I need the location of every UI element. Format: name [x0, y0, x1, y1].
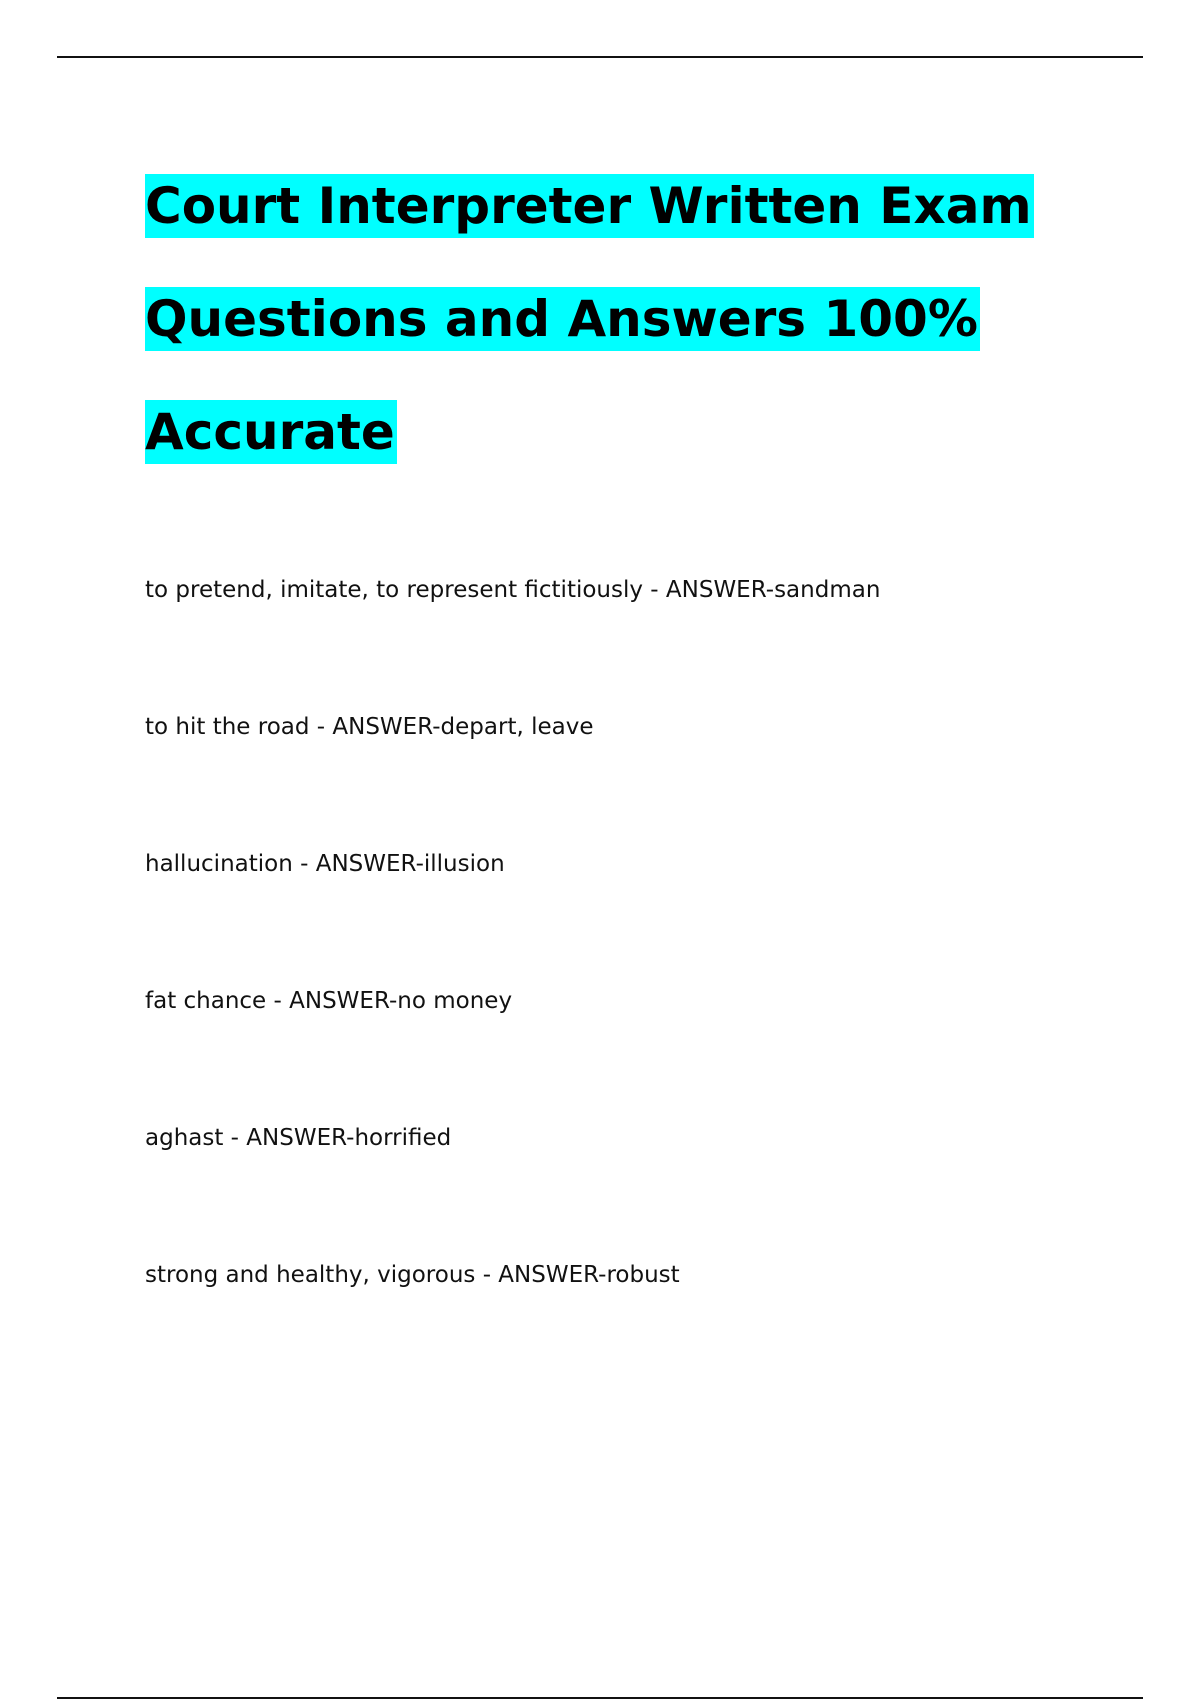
list-item: aghast - ANSWER-horrified — [145, 1125, 452, 1151]
list-item: to pretend, imitate, to represent fictitiously - ANSWER-sandman — [145, 577, 881, 603]
question-answer-list — [145, 570, 1105, 1392]
list-item: to hit the road - ANSWER-depart, leave — [145, 714, 594, 740]
page-title — [145, 150, 1105, 489]
list-item: fat chance - ANSWER-no money — [145, 988, 513, 1014]
top-rule — [57, 56, 1143, 58]
list-item: hallucination - ANSWER-illusion — [145, 851, 505, 877]
bottom-rule — [57, 1697, 1143, 1699]
title-line-3: Accurate — [145, 376, 1105, 489]
list-item: strong and healthy, vigorous - ANSWER-robust — [145, 1262, 680, 1288]
title-line-2: Questions and Answers 100% — [145, 263, 1105, 376]
title-line-1: Court Interpreter Written Exam — [145, 150, 1105, 263]
